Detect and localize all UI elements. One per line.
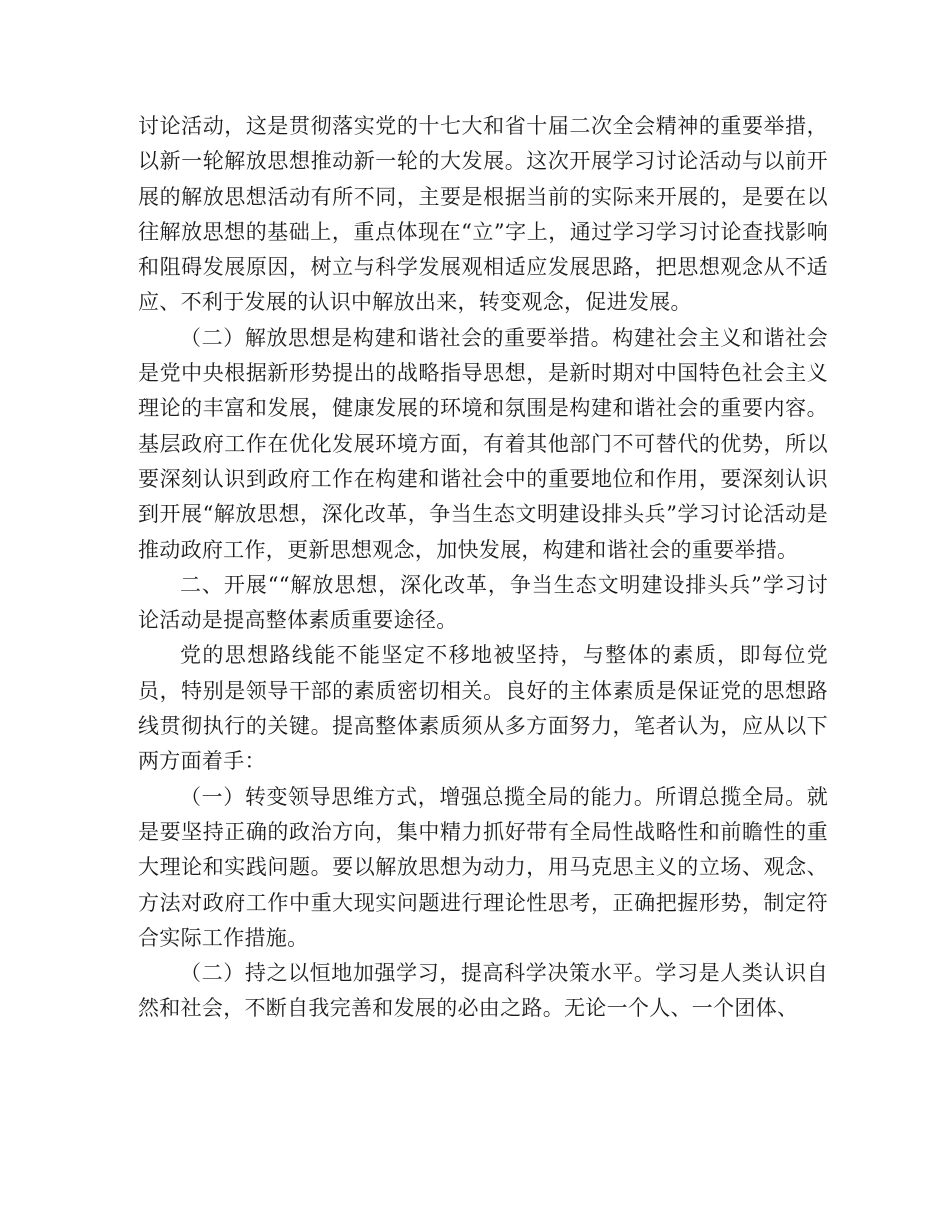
paragraph-2: （二）解放思想是构建和谐社会的重要举措。构建社会主义和谐社会是党中央根据新形势提出的战略指导思想，是新时期对中国特色社会主义理论的丰富和发展，健康发展的环境和氛围是构建和谐社会的重要内容。基层政府工作在优化发展环境方面，有着其他部门不可替代的优势，所以要深刻认识到政府工作在构建和谐社会中的重要地位和作用，要深刻认识到开展“解放思想，深化改革，争当生态文明建设排头兵”学习讨论活动是推动政府工作，更新思想观念，加快发展，构建和谐社会的重要举措。 [138,325,828,562]
paragraph-1: 讨论活动，这是贯彻落实党的十七大和省十届二次全会精神的重要举措，以新一轮解放思想推动新一轮的大发展。这次开展学习讨论活动与以前开展的解放思想活动有所不同，主要是根据当前的实际来开展的，是要在以往解放思想的基础上，重点体现在“立”字上，通过学习学习讨论查找影响和阻碍发展原因，树立与科学发展观相适应发展思路，把思想观念从不适应、不利于发展的认识中解放出来，转变观念，促进发展。 [138,114,828,315]
paragraph-6: （二）持之以恒地加强学习，提高科学决策水平。学习是人类认识自然和社会，不断自我完善和发展的必由之路。无论一个人、一个团体、 [138,961,828,1021]
paragraph-3: 二、开展““解放思想，深化改革，争当生态文明建设排头兵”学习讨论活动是提高整体素质重要途径。 [138,572,828,633]
paragraph-5: （一）转变领导思维方式，增强总揽全局的能力。所谓总揽全局。就是要坚持正确的政治方向，集中精力抓好带有全局性战略性和前瞻性的重大理论和实践问题。要以解放思想为动力，用马克思主义的立场、观念、方法对政府工作中重大现实问题进行理论性思考，正确把握形势，制定符合实际工作措施。 [138,784,828,950]
paragraph-4: 党的思想路线能不能坚定不移地被坚持，与整体的素质，即每位党员，特别是领导干部的素质密切相关。良好的主体素质是保证党的思想路线贯彻执行的关键。提高整体素质须从多方面努力，笔者认为，应从以下两方面着手： [138,643,828,774]
document-body [138,109,828,1027]
